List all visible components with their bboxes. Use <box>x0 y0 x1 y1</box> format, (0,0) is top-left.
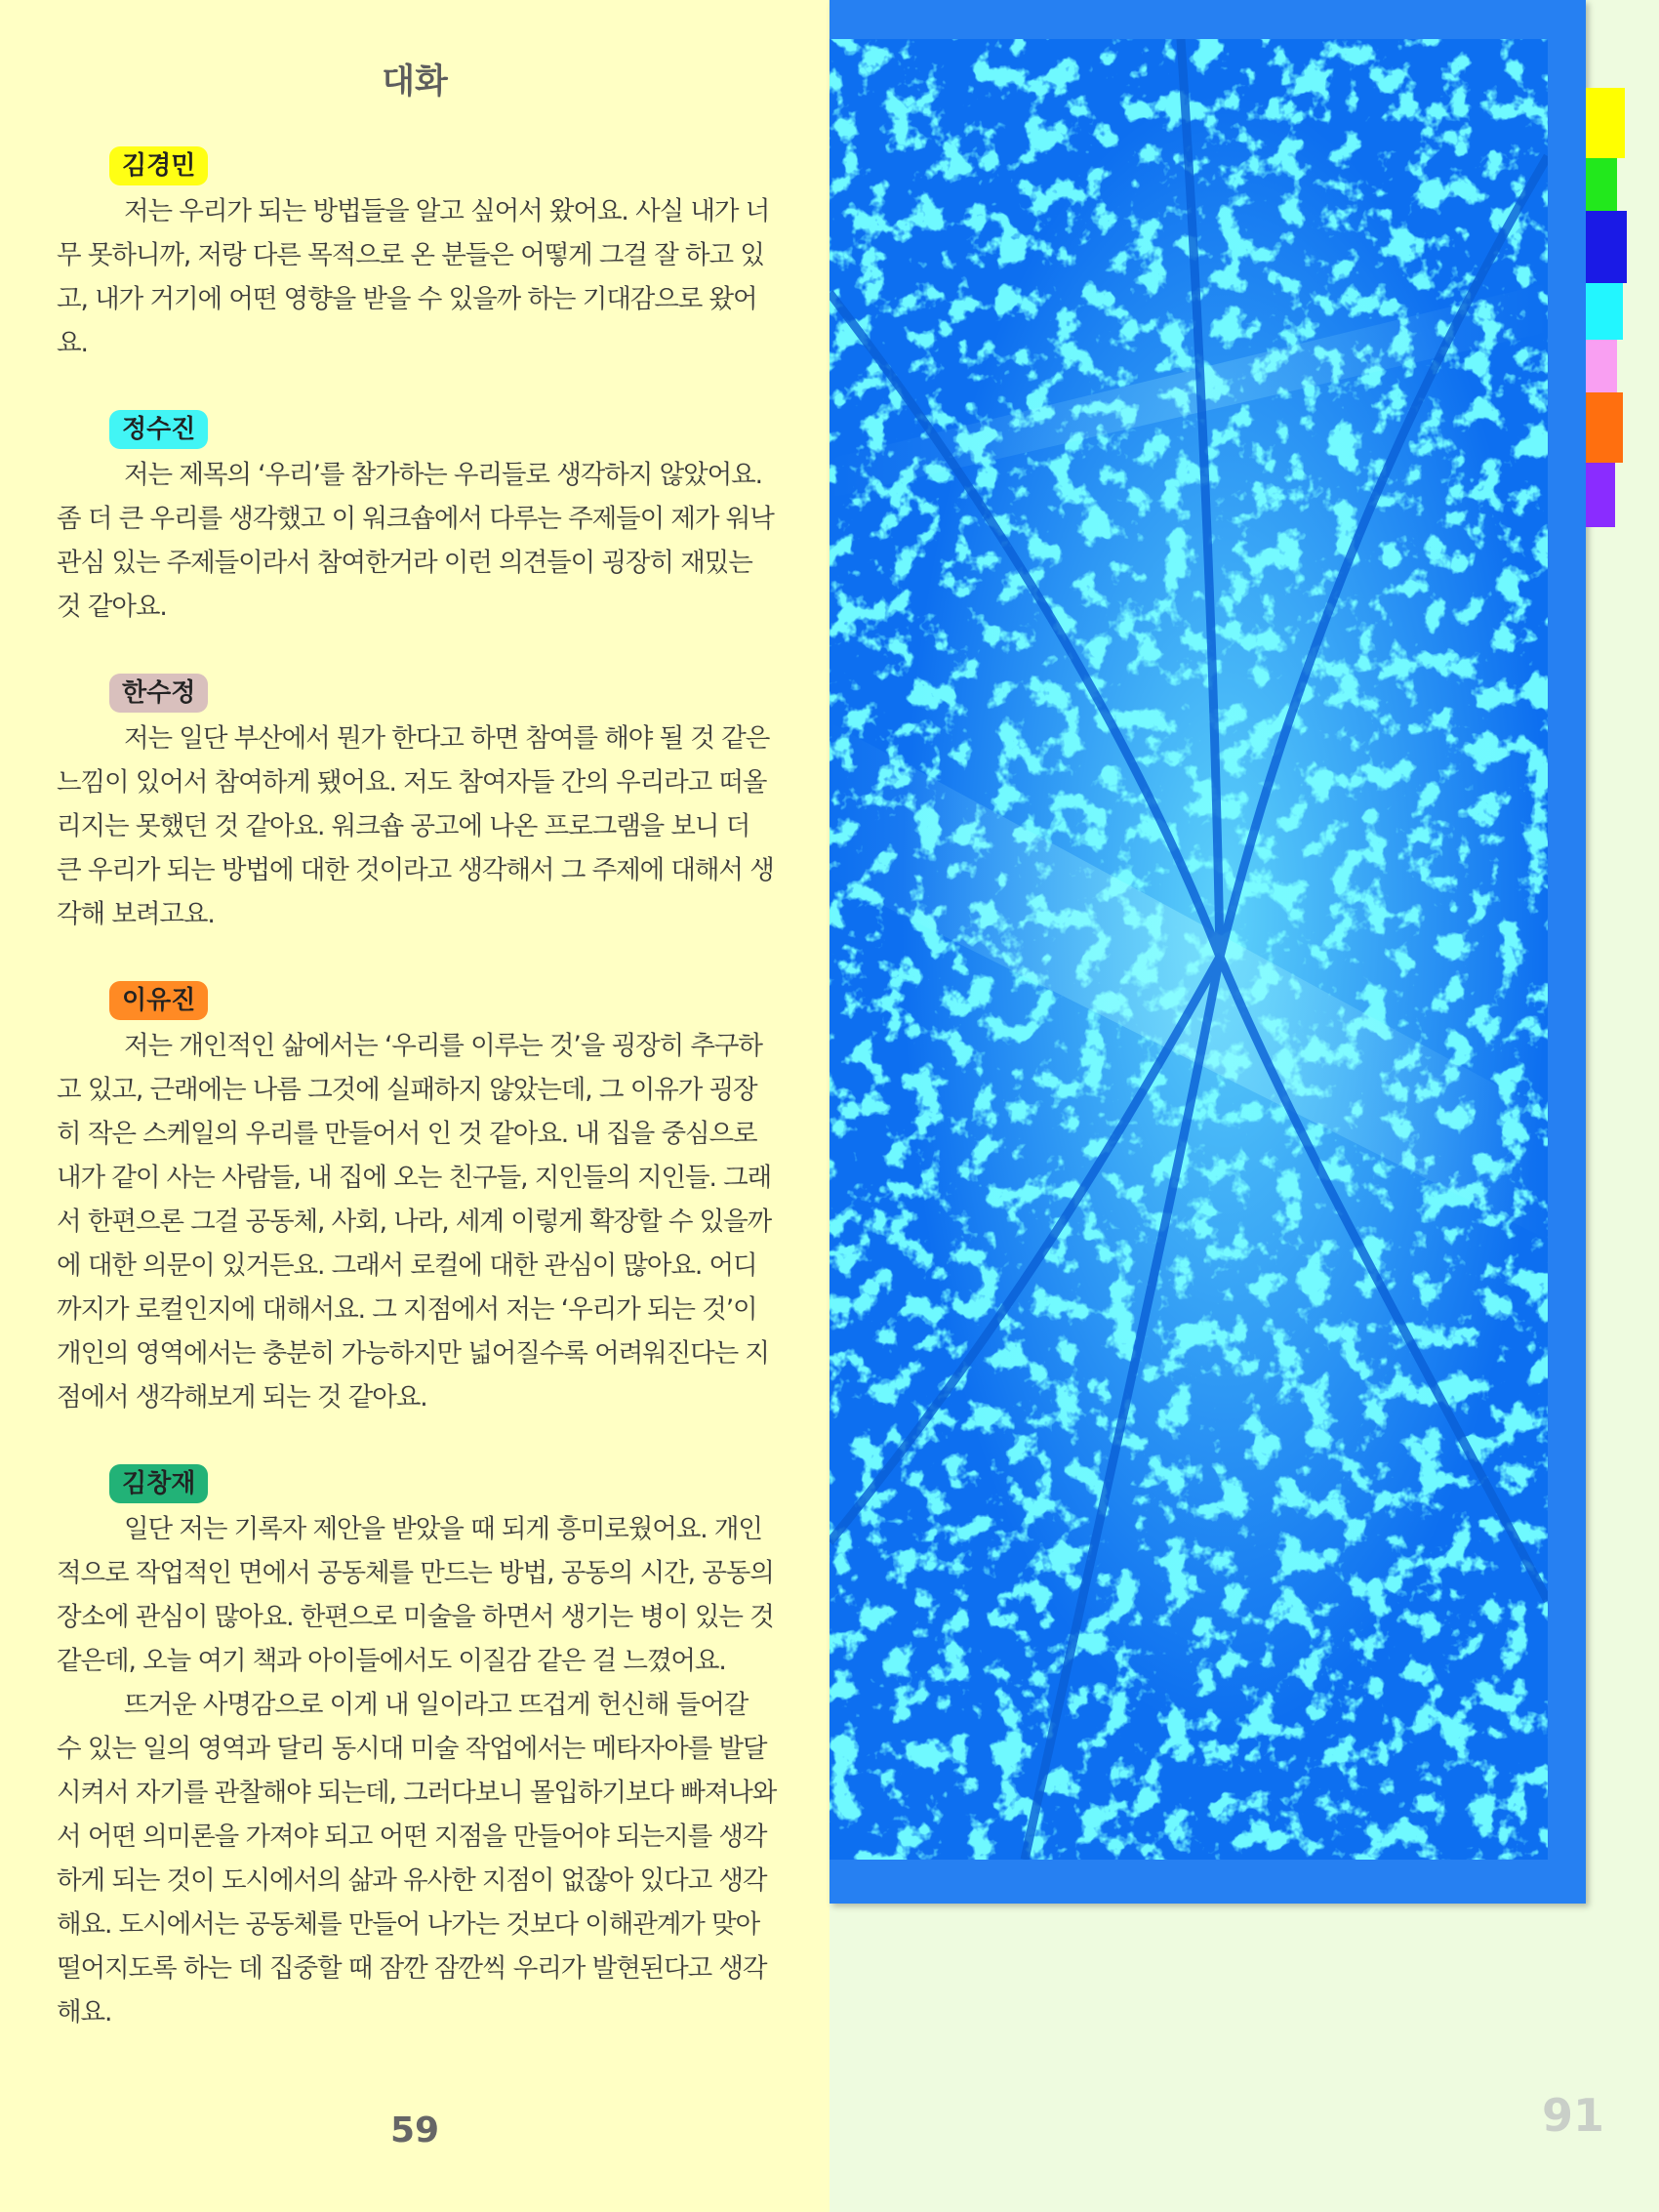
speaker-block <box>57 981 779 1419</box>
speaker-block <box>57 146 779 365</box>
speaker-paragraph: 저는 일단 부산에서 뭔가 한다고 하면 참여를 해야 될 것 같은 느낌이 있어서 참여하게 됐어요. 저도 참여자들 간의 우리라고 떠올리지는 못했던 것 같아요. 워크숍 공고에 나온 프로그램을 보니 더 큰 우리가 되는 방법에 대한 것이라고 생각해서 그 주제에 대해서 생각해 보려고요. <box>57 723 774 929</box>
speaker-badge: 김경민 <box>109 146 208 185</box>
speaker-paragraph: 뜨거운 사명감으로 이게 내 일이라고 뜨겁게 헌신해 들어갈 수 있는 일의 영역과 달리 동시대 미술 작업에서는 메타자아를 발달시켜서 자기를 관찰해야 되는데, 그러다보니 몰입하기보다 빠져나와서 어떤 의미론을 가져야 되고 어떤 지점을 만들어야 되는지를 생각하게 되는 것이 도시에서의 삶과 유사한 지점이 없잖아 있다고 생각해요. 도시에서는 공동체를 만들어 나가는 것보다 이해관계가 맞아 떨어지도록 하는 데 집중할 때 잠깐 잠깐씩 우리가 발현된다고 생각해요. <box>57 1690 777 2028</box>
photo-frame <box>830 0 1586 1904</box>
index-tab[interactable] <box>1586 211 1627 283</box>
speaker-paragraph: 저는 제목의 ‘우리’를 참가하는 우리들로 생각하지 않았어요. 좀 더 큰 우리를 생각했고 이 워크숍에서 다루는 주제들이 제가 워낙 관심 있는 주제들이라서 참여한거라 이런 의견들이 굉장히 재밌는 것 같아요. <box>57 460 774 622</box>
index-tab[interactable] <box>1586 340 1617 400</box>
page-number-left: 59 <box>389 2110 440 2151</box>
speaker-badge: 한수정 <box>109 674 208 713</box>
right-page <box>830 0 1659 2212</box>
speaker-paragraph: 저는 개인적인 삶에서는 ‘우리를 이루는 것’을 굉장히 추구하고 있고, 근래에는 나름 그것에 실패하지 않았는데, 그 이유가 굉장히 작은 스케일의 우리를 만들어서 인 것 같아요. 내 집을 중심으로 내가 같이 사는 사람들, 내 집에 오는 친구들, 지인들의 지인들. 그래서 한편으론 그걸 공동체, 사회, 나라, 세계 이렇게 확장할 수 있을까에 대한 의문이 있거든요. 그래서 로컬에 대한 관심이 많아요. 어디까지가 로컬인지에 대해서요. 그 지점에서 저는 ‘우리가 되는 것’이 개인의 영역에서는 충분히 가능하지만 넓어질수록 어려워진다는 지점에서 생각해보게 되는 것 같아요. <box>57 1031 772 1413</box>
dialogue <box>57 146 779 2079</box>
index-tab[interactable] <box>1586 88 1625 158</box>
speaker-block <box>57 410 779 629</box>
speaker-badge: 이유진 <box>109 981 208 1020</box>
speaker-badge: 김창재 <box>109 1464 208 1503</box>
speaker-paragraph: 일단 저는 기록자 제안을 받았을 때 되게 흥미로웠어요. 개인적으로 작업적인 면에서 공동체를 만드는 방법, 공동의 시간, 공동의 장소에 관심이 많아요. 한편으로 미술을 하면서 생기는 병이 있는 것 같은데, 오늘 여기 책과 아이들에서도 이질감 같은 걸 느꼈어요. <box>57 1514 774 1676</box>
index-tab[interactable] <box>1586 392 1623 463</box>
speaker-block <box>57 1464 779 2034</box>
page-title: 대화 <box>382 62 448 102</box>
speaker-badge: 정수진 <box>109 410 208 449</box>
forest-canopy-photo <box>830 39 1548 1860</box>
speaker-block <box>57 674 779 936</box>
speaker-paragraph: 저는 우리가 되는 방법들을 알고 싶어서 왔어요. 사실 내가 너무 못하니까, 저랑 다른 목적으로 온 분들은 어떻게 그걸 잘 하고 있고, 내가 거기에 어떤 영향을 받을 수 있을까 하는 기대감으로 왔어요. <box>57 196 770 358</box>
page-number-right: 91 <box>1541 2089 1604 2142</box>
index-tab[interactable] <box>1586 283 1623 340</box>
index-tab[interactable] <box>1586 463 1615 527</box>
